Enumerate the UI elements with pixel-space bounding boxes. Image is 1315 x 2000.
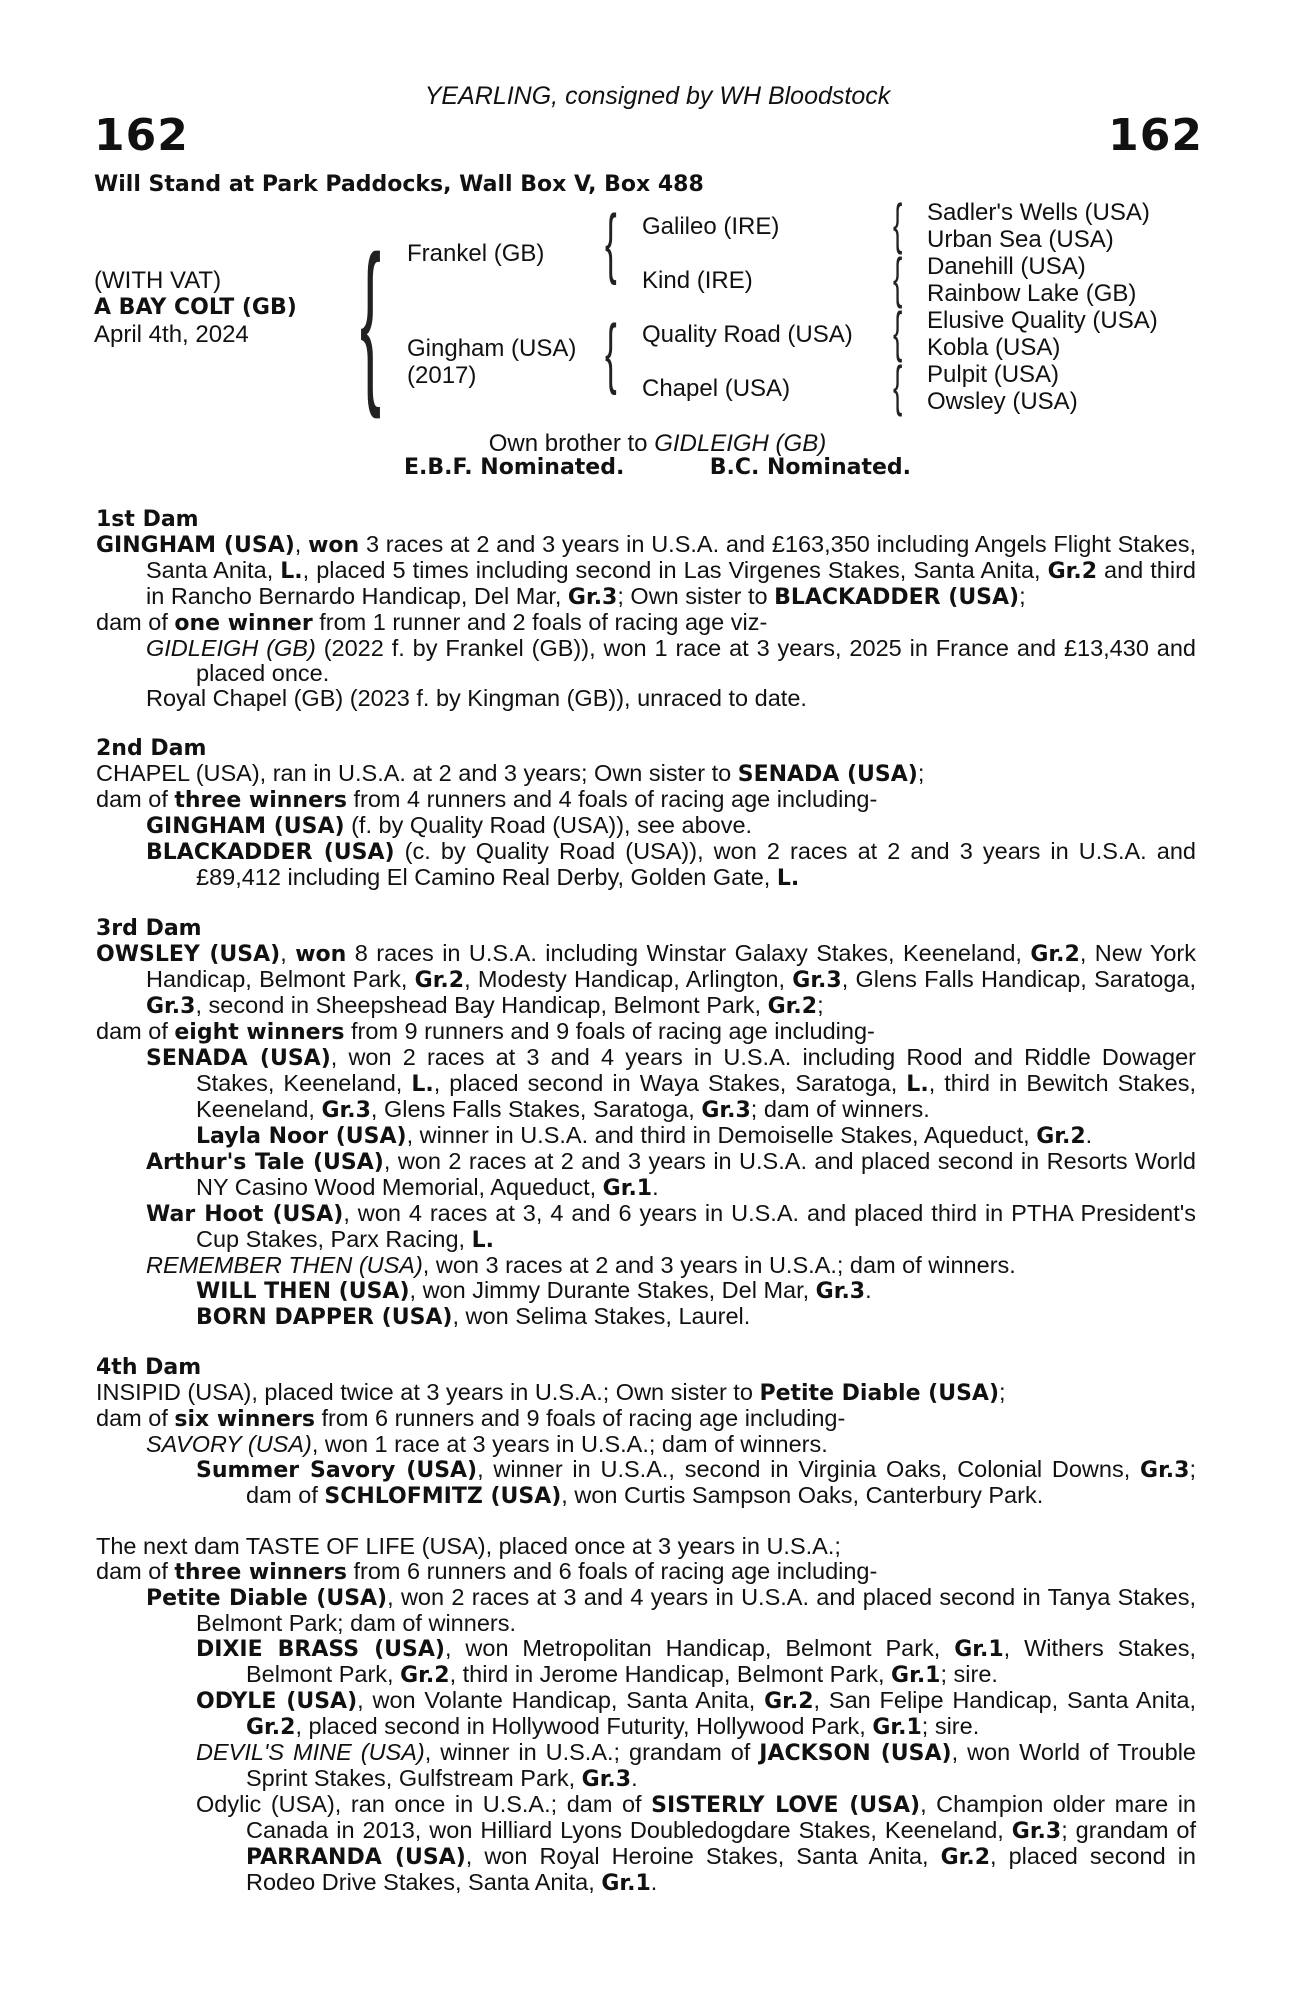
third-dam-entry: OWSLEY (USA), won 8 races in U.S.A. including Winstar Galaxy Stakes, Keeneland, Gr.2, New York Handicap, Belmont Park, Gr.2, Modesty Handicap, Arlington, Gr.3, Glens Falls Handicap, Saratoga, Gr.3, second in Sheepshead Bay Handicap, Belmont Park, Gr.2; [96,940,1196,1019]
pedigree-brace-main: { [360,219,382,420]
pedigree-sds: Danehill (USA) [927,253,1086,280]
horse-name: A BAY COLT (GB) [94,295,297,320]
second-dam-produce-2: BLACKADDER (USA) (c. by Quality Road (USA)), won 2 races at 2 and 3 years in U.S.A. and £89,412 including El Camino Real Derby, Golden Gate, L. [146,838,1197,891]
fourth-dam-produce-summer: Summer Savory (USA), winner in U.S.A., second in Virginia Oaks, Colonial Downs, Gr.3; dam of SCHLOFMITZ (USA), won Curtis Sampson Oaks, Canterbury Park. [196,1456,1196,1509]
bc-nominated: B.C. Nominated. [709,455,912,480]
pedigree-ssd: Urban Sea (USA) [927,226,1114,253]
pedigree-dam-dam: Chapel (USA) [642,375,791,402]
pedigree-brace-sire: { [605,198,617,286]
own-brother-note: Own brother to GIDLEIGH (GB) [488,430,827,457]
lot-number-right: 162 [1108,110,1203,161]
third-dam-produce-layla: Layla Noor (USA), winner in U.S.A. and third in Demoiselle Stakes, Aqueduct, Gr.2. [196,1122,1093,1149]
first-dam-heading: 1st Dam [96,507,199,532]
pedigree-brace-dam: { [605,308,617,396]
second-dam-entry: CHAPEL (USA), ran in U.S.A. at 2 and 3 years; Own sister to SENADA (USA); [96,760,925,787]
third-dam-produce-warhoot: War Hoot (USA), won 4 races at 3, 4 and 6 years in U.S.A. and placed third in PTHA President's Cup Stakes, Parx Racing, L. [146,1200,1197,1253]
first-dam-entry: GINGHAM (USA), won 3 races at 2 and 3 years in U.S.A. and £163,350 including Angels Flight Stakes, Santa Anita, L., placed 5 times including second in Las Virgenes Stakes, Santa Anita, Gr.2 and third in Rancho Bernardo Handicap, Del Mar, Gr.3; Own sister to BLACKADDER (USA); [96,531,1196,610]
pedigree-sire-dam: Kind (IRE) [642,267,753,294]
next-dam-produce-odyle: ODYLE (USA), won Volante Handicap, Santa Anita, Gr.2, San Felipe Handicap, Santa Anita, Gr.2, placed second in Hollywood Futurity, Hollywood Park, Gr.1; sire. [196,1687,1196,1740]
third-dam-produce-summary: dam of eight winners from 9 runners and 9 foals of racing age including- [96,1018,875,1045]
pedigree-dam-year: (2017) [407,362,477,389]
foaling-date: April 4th, 2024 [94,321,249,348]
second-dam-produce-1: GINGHAM (USA) (f. by Quality Road (USA)), see above. [146,812,753,839]
next-dam-produce-dixie: DIXIE BRASS (USA), won Metropolitan Handicap, Belmont Park, Gr.1, Withers Stakes, Belmont Park, Gr.2, third in Jerome Handicap, Belmont Park, Gr.1; sire. [196,1635,1196,1688]
first-dam-produce-summary: dam of one winner from 1 runner and 2 foals of racing age viz- [96,609,768,636]
pedigree-sdd: Rainbow Lake (GB) [927,280,1137,307]
second-dam-produce-summary: dam of three winners from 4 runners and 4 foals of racing age including- [96,786,878,813]
pedigree-dam-sire: Quality Road (USA) [642,321,853,348]
first-dam-produce-1: GIDLEIGH (GB) (2022 f. by Frankel (GB)), won 1 race at 3 years, 2025 in France and £13,430 and placed once. [146,635,1196,686]
ebf-nominated: E.B.F. Nominated. [403,455,625,480]
pedigree-sire: Frankel (GB) [407,240,545,267]
consignment-line: YEARLING, consigned by WH Bloodstock [424,82,891,110]
next-dam-entry: The next dam TASTE OF LIFE (USA), placed once at 3 years in U.S.A.; [96,1533,841,1559]
next-dam-produce-odylic: Odylic (USA), ran once in U.S.A.; dam of SISTERLY LOVE (USA), Champion older mare in Canada in 2013, won Hilliard Lyons Doubledogdare Stakes, Keeneland, Gr.3; grandam of PARRANDA (USA), won Royal Heroine Stakes, Santa Anita, Gr.2, placed second in Rodeo Drive Stakes, Santa Anita, Gr.1. [196,1791,1196,1896]
second-dam-heading: 2nd Dam [96,736,207,761]
third-dam-produce-born: BORN DAPPER (USA), won Selima Stakes, Laurel. [196,1303,751,1330]
third-dam-produce-arthur: Arthur's Tale (USA), won 2 races at 2 and 3 years in U.S.A. and placed second in Resorts World NY Casino Wood Memorial, Aqueduct, Gr.1. [146,1148,1196,1201]
third-dam-produce-willthen: WILL THEN (USA), won Jimmy Durante Stakes, Del Mar, Gr.3. [196,1277,872,1304]
pedigree-brace-ds: { [893,300,903,363]
pedigree-ddd: Owsley (USA) [927,388,1078,415]
fourth-dam-heading: 4th Dam [96,1355,202,1380]
pedigree-brace-dd: { [893,354,903,417]
stabling-info: Will Stand at Park Paddocks, Wall Box V, Box 488 [94,172,704,197]
third-dam-produce-remember: REMEMBER THEN (USA), won 3 races at 2 and 3 years in U.S.A.; dam of winners. [146,1252,1016,1278]
third-dam-heading: 3rd Dam [96,916,202,941]
pedigree-dsd: Kobla (USA) [927,334,1061,361]
next-dam-produce-petite: Petite Diable (USA), won 2 races at 3 and 4 years in U.S.A. and placed second in Tanya Stakes, Belmont Park; dam of winners. [146,1584,1196,1636]
next-dam-produce-devil: DEVIL'S MINE (USA), winner in U.S.A.; grandam of JACKSON (USA), won World of Trouble Sprint Stakes, Gulfstream Park, Gr.3. [196,1739,1196,1792]
next-dam-produce-summary: dam of three winners from 6 runners and 6 foals of racing age including- [96,1558,878,1585]
catalogue-body [96,507,1196,1896]
pedigree-sire-sire: Galileo (IRE) [642,213,780,240]
vat-note: (WITH VAT) [94,267,222,294]
fourth-dam-produce-summary: dam of six winners from 6 runners and 9 foals of racing age including- [96,1405,846,1432]
lot-number-left: 162 [94,110,189,161]
fourth-dam-entry: INSIPID (USA), placed twice at 3 years in U.S.A.; Own sister to Petite Diable (USA); [96,1379,1006,1406]
fourth-dam-produce-savory: SAVORY (USA), won 1 race at 3 years in U.S.A.; dam of winners. [146,1431,828,1457]
pedigree-dam: Gingham (USA) [407,335,577,362]
pedigree-dds: Pulpit (USA) [927,361,1060,388]
pedigree-sss: Sadler's Wells (USA) [927,199,1150,226]
pedigree-brace-sd: { [893,246,903,309]
nominations [0,455,1315,480]
pedigree-brace-ss: { [893,192,903,255]
first-dam-produce-2: Royal Chapel (GB) (2023 f. by Kingman (GB)), unraced to date. [146,685,807,711]
pedigree-dss: Elusive Quality (USA) [927,307,1158,334]
third-dam-produce-senada: SENADA (USA), won 2 races at 3 and 4 years in U.S.A. including Rood and Riddle Dowager Stakes, Keeneland, L., placed second in Waya Stakes, Saratoga, L., third in Bewitch Stakes, Keeneland, Gr.3, Glens Falls Stakes, Saratoga, Gr.3; dam of winners. [146,1044,1197,1123]
